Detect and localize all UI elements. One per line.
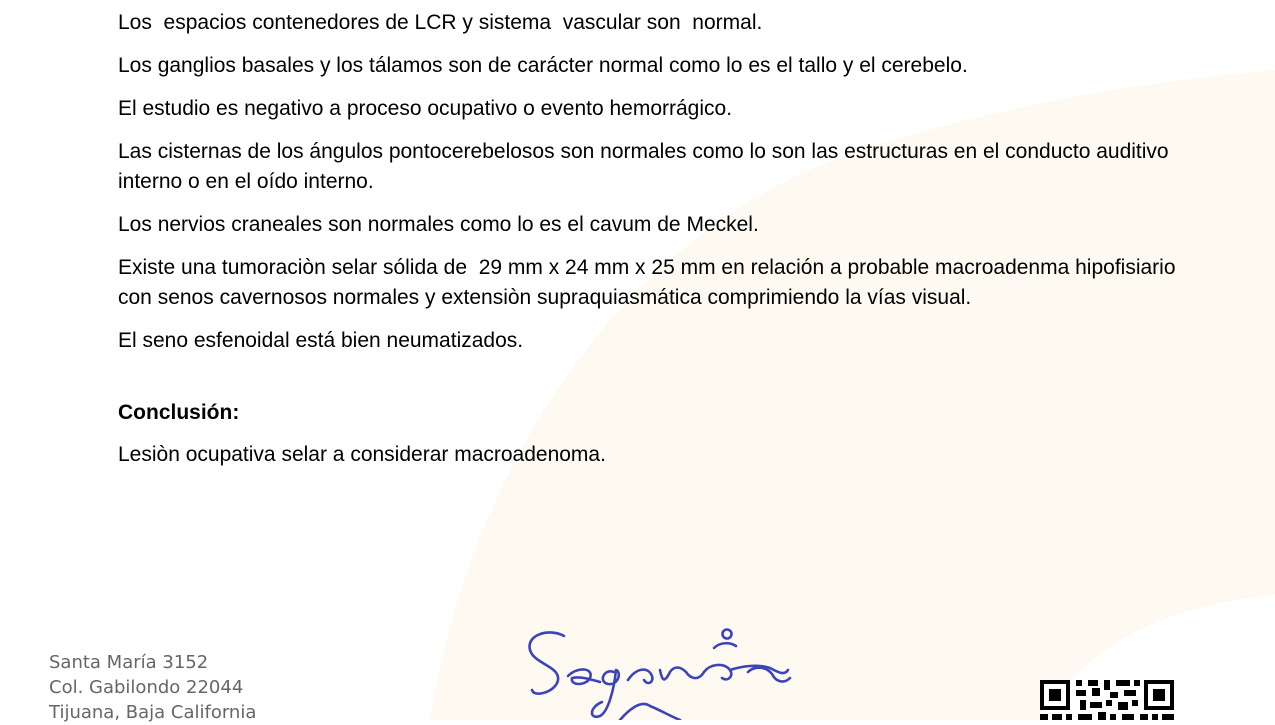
address-line-city: Tijuana, Baja California: [49, 702, 257, 723]
finding-sellar-tumor: Existe una tumoraciòn selar sólida de 29 mm x 24 mm x 25 mm en relación a probable macroadenma hipofisiario con senos cavernosos normales y extensiòn supraquiasmática comprimiendo la vías visual.: [118, 256, 1182, 309]
finding-cisterns: Las cisternas de los ángulos pontocerebelosos son normales como lo son las estructuras en el conducto auditivo interno o en el oído interno.: [118, 140, 1175, 193]
signature-icon: [510, 620, 810, 720]
qr-code-icon: [1040, 680, 1174, 720]
finding-csf-spaces: Los espacios contenedores de LCR y sistema vascular son normal.: [118, 11, 763, 34]
report-body: [118, 8, 1198, 483]
finding-basal-ganglia: Los ganglios basales y los tálamos son de carácter normal como lo es el tallo y el cerebelo.: [118, 54, 968, 77]
footer-address: [49, 650, 256, 725]
finding-negative-study: El estudio es negativo a proceso ocupativo o evento hemorrágico.: [118, 97, 733, 120]
conclusion-heading: Conclusión:: [118, 401, 240, 424]
finding-cranial-nerves: Los nervios craneales son normales como lo es el cavum de Meckel.: [118, 213, 759, 236]
address-line-colony: Col. Gabilondo 22044: [49, 677, 244, 698]
conclusion-text: Lesiòn ocupativa selar a considerar macroadenoma.: [118, 443, 606, 466]
address-line-street: Santa María 3152: [49, 652, 209, 673]
finding-sphenoid-sinus: El seno esfenoidal está bien neumatizados.: [118, 329, 524, 352]
